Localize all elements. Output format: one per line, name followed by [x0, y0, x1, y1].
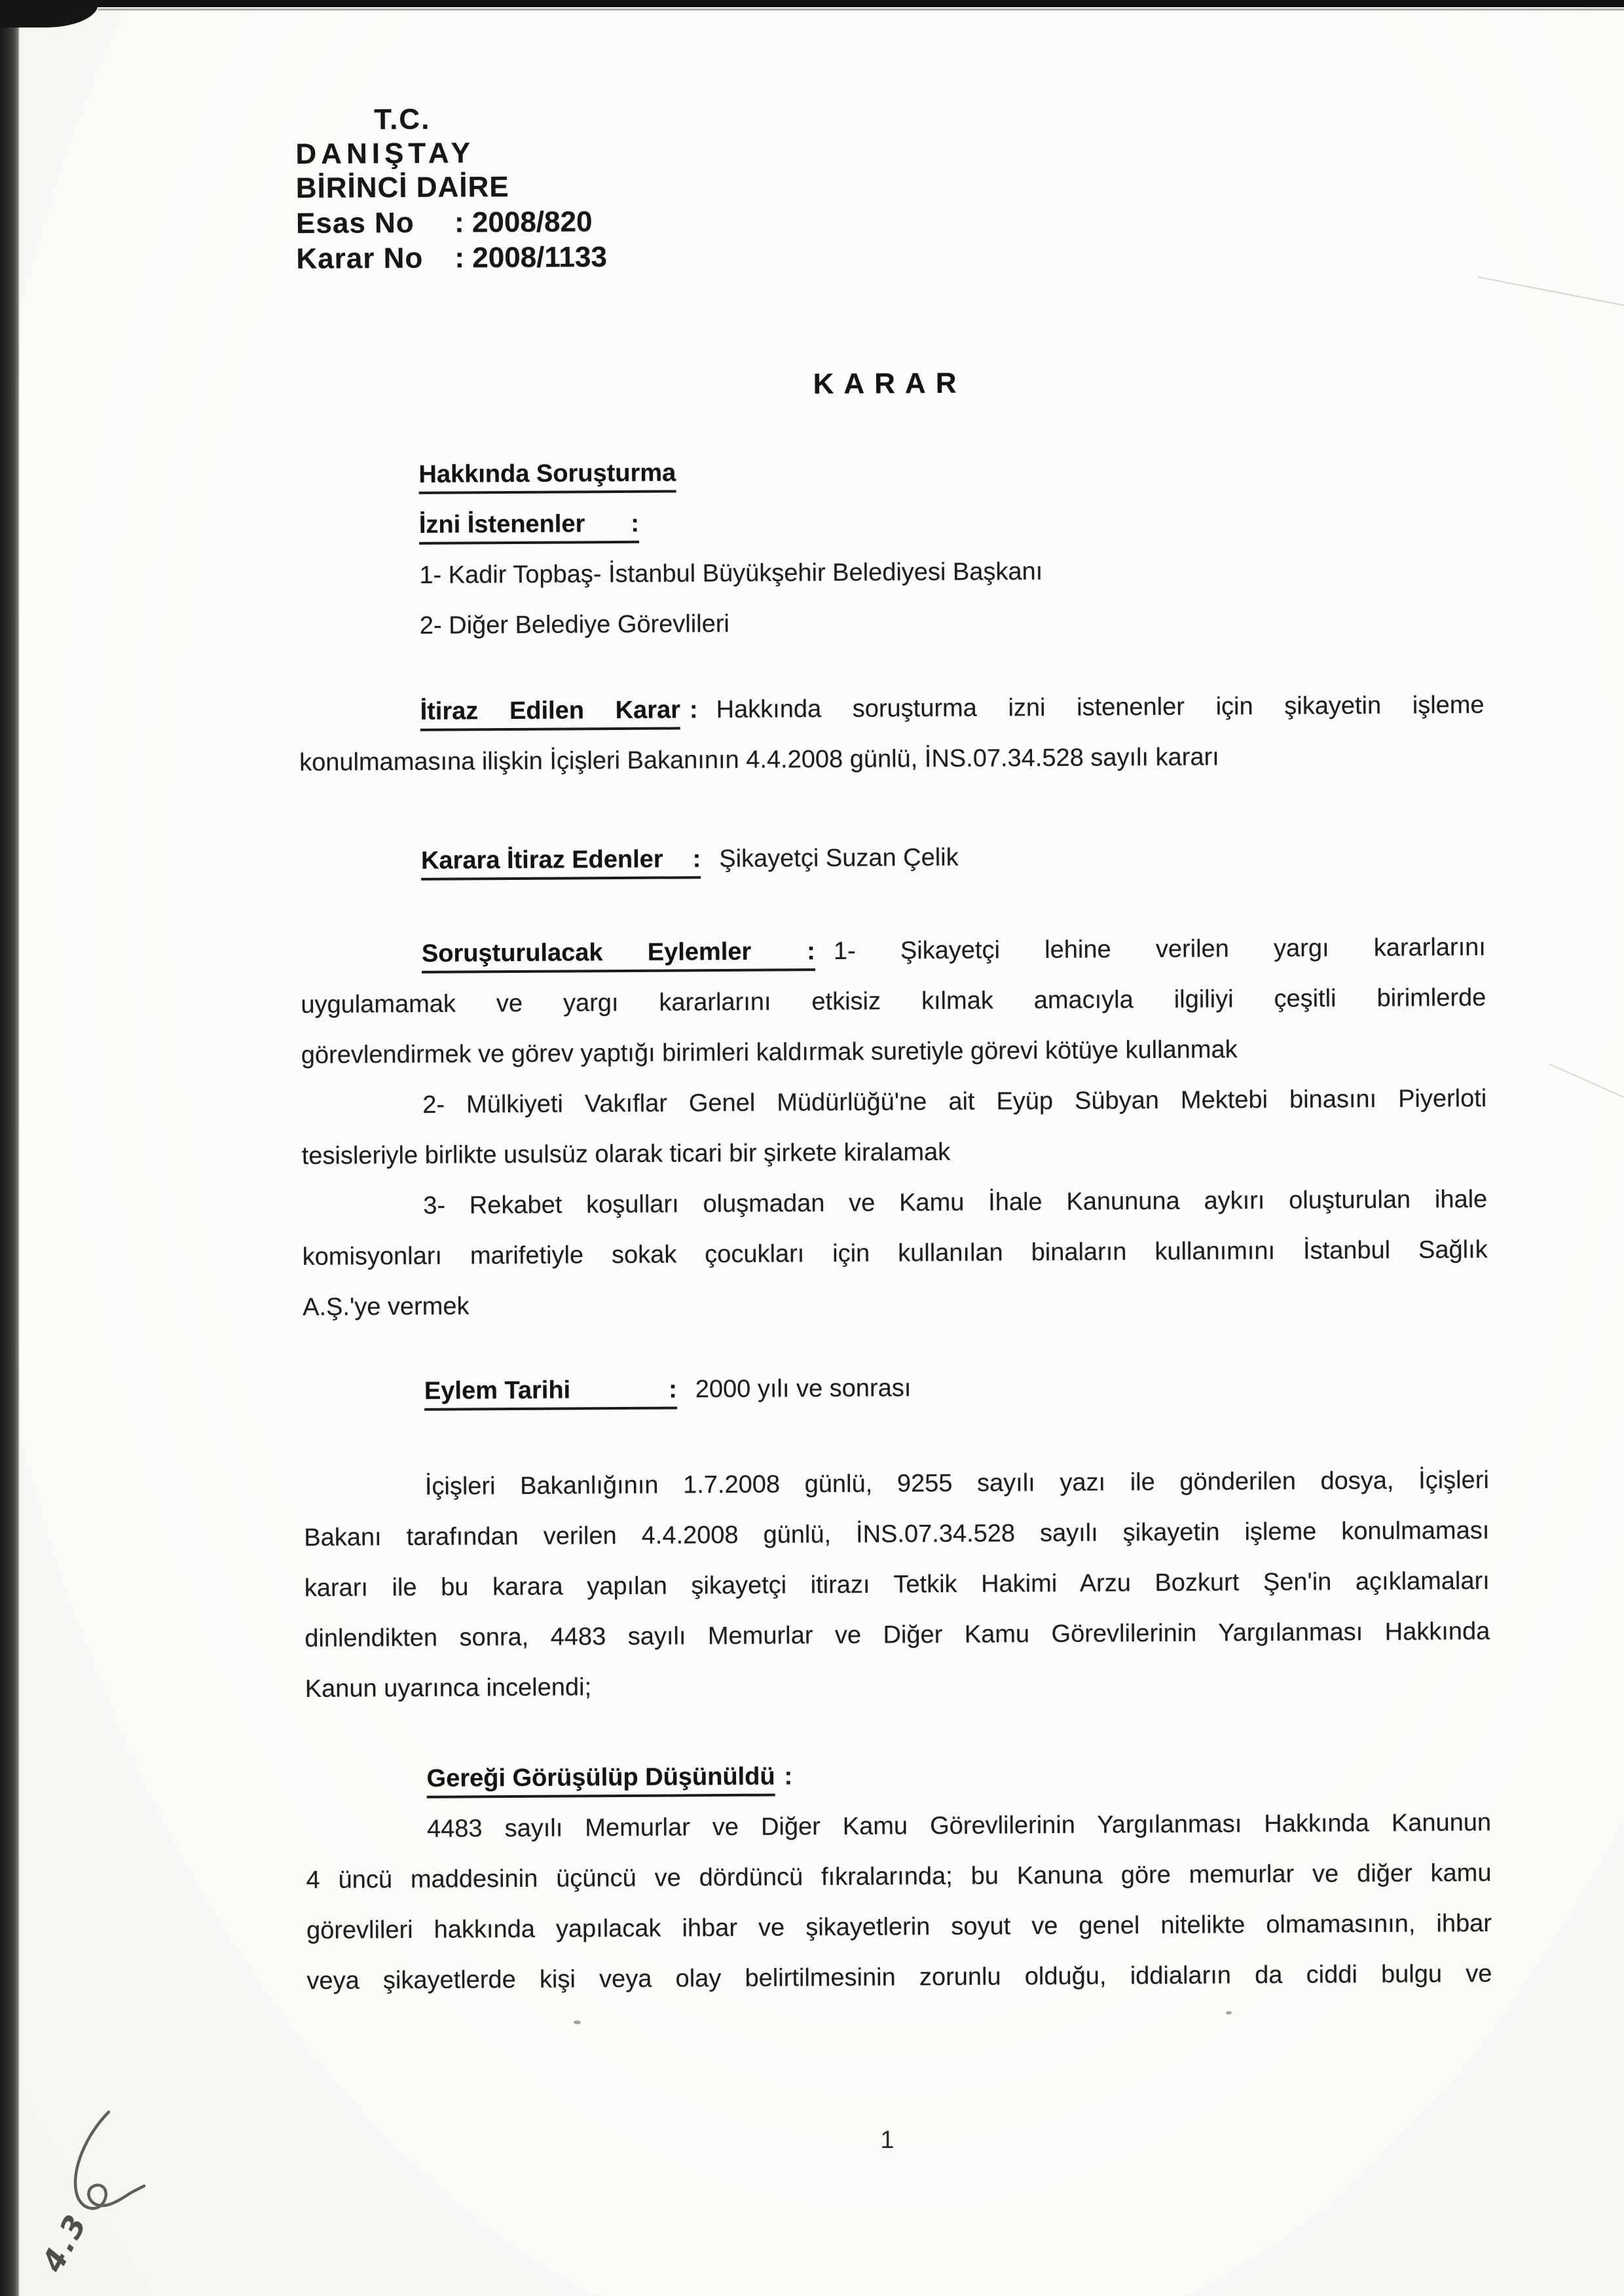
scan-speck: [1226, 2011, 1232, 2014]
heading-label-text: İzni İstenenler: [418, 510, 585, 539]
label-text: İtiraz Edilen Karar: [420, 696, 681, 725]
heading-line: [305, 1747, 1490, 1805]
handwritten-signature-scribble: [58, 2109, 156, 2227]
paper-crease: [1549, 1064, 1624, 1105]
paragraph-eylem-tarihi: [303, 1360, 1488, 1417]
label-itiraz-edilen-karar: [420, 696, 681, 731]
scan-edge-left: [0, 0, 20, 2296]
label-sorusturulacak-eylemler: [422, 938, 815, 974]
text-line: görevlileri hakkında yapılacak ihbar ve şikayetlerin soyut ve genel nitelikte olmamasının, ihbar: [306, 1909, 1492, 1944]
text-line: İçişleri Bakanlığının 1.7.2008 günlü, 9255 sayılı yazı ile gönderilen dosya, İçişleri: [424, 1466, 1489, 1501]
label-text: Eylem Tarihi: [424, 1376, 571, 1405]
case-label: Esas No: [295, 206, 415, 240]
colon: :: [669, 1376, 677, 1404]
colon: :: [692, 845, 701, 873]
paragraph-karara-itiraz-edenler: [300, 829, 1485, 887]
header-chamber: BİRİNCİ DAİRE: [295, 171, 509, 204]
text-line: Bakanı tarafından verilen 4.4.2008 günlü, İNS.07.34.528 sayılı şikayetin işleme konulmaması: [304, 1516, 1490, 1552]
scan-speck: [574, 2020, 581, 2024]
suspect-item: 2- Diğer Belediye Görevlileri: [419, 610, 730, 640]
court-header: [295, 96, 1482, 276]
text-line: [301, 922, 1486, 980]
colon: :: [689, 696, 698, 724]
text-line: uygulamamak ve yargı kararlarını etkisiz kılmak amacıyla ilgiliyi çeşitli birimlerde: [301, 983, 1486, 1019]
paragraph-itiraz-edilen-karar: [299, 680, 1485, 788]
decision-title: KARAR: [813, 367, 967, 401]
text-line: [303, 1360, 1488, 1417]
heading-geregi-gorusulup-dusunuldu: [305, 1747, 1490, 1805]
text-line: 4 üncü maddesinin üçüncü ve dördüncü fıkralarında; bu Kanuna göre memurlar ve diğer kamu: [306, 1859, 1492, 1894]
colon: :: [784, 1762, 793, 1791]
colon: :: [631, 509, 640, 538]
header-court-name: DANIŞTAY: [295, 137, 475, 170]
heading-hakkinda-sorusturma: Hakkında Soruşturma: [418, 459, 676, 494]
section-subject: [297, 443, 1484, 652]
case-value: : 2008/820: [454, 206, 593, 239]
text-line: komisyonları marifetiyle sokak çocukları için kullanılan binaların kullanımını İstanbul Sağlık: [302, 1235, 1488, 1271]
paragraph-inceleme: [304, 1455, 1490, 1715]
paragraph-sorusturulacak-eylemler: [301, 922, 1488, 1333]
label-geregi: [426, 1763, 775, 1798]
text-line: görevlendirmek ve görev yaptığı birimleri kaldırmak suretiyle görevi kötüye kullanmak: [301, 1036, 1238, 1069]
text-line: [299, 680, 1484, 738]
text-line: [300, 829, 1485, 887]
handwritten-note: 4.3: [34, 2207, 95, 2278]
underline-gap: [751, 959, 807, 960]
text-line: 4483 sayılı Memurlar ve Diğer Kamu Görevlilerinin Yargılanması Hakkında Kanunun: [426, 1808, 1492, 1843]
document-content: [295, 0, 1492, 2007]
text-line: konulmamasına ilişkin İçişleri Bakanının 4.4.2008 günlü, İNS.07.34.528 sayılı kararı: [299, 743, 1219, 776]
label-text: Soruşturulacak Eylemler: [421, 938, 752, 968]
label-karara-itiraz-edenler: [421, 845, 701, 881]
text-line: Kanun uyarınca incelendi;: [304, 1673, 592, 1703]
text-line: A.Ş.'ye vermek: [303, 1292, 470, 1321]
colon: :: [807, 938, 816, 966]
case-number-row: [296, 200, 1481, 241]
text-line: kararı ile bu karara yapılan şikayetçi itirazı Tetkik Hakimi Arzu Bozkurt Şen'in açıklamaları: [304, 1567, 1490, 1602]
text-line: 2- Mülkiyeti Vakıflar Genel Müdürlüğü'ne ait Eyüp Sübyan Mektebi binasını Piyerloti: [422, 1084, 1487, 1119]
label-text: Karara İtiraz Edenler: [420, 845, 663, 875]
heading-izni-istenenler: [419, 510, 639, 545]
line-text: 2000 yılı ve sonrası: [695, 1374, 912, 1404]
label-text: Gereği Görüşülüp Düşünüldü: [426, 1762, 775, 1793]
header-tc: T.C.: [373, 103, 431, 136]
line-text: Hakkında soruşturma izni istenenler için şikayetin işleme: [716, 691, 1485, 724]
text-line: 3- Rekabet koşulları oluşmadan ve Kamu İhale Kanununa aykırı oluşturulan ihale: [423, 1185, 1488, 1220]
heading-line: [298, 494, 1483, 551]
scan-corner-artifact: [0, 0, 98, 27]
paragraph-geregi: [306, 1798, 1492, 2007]
case-value: : 2008/1133: [454, 241, 608, 274]
line-text: Şikayetçi Suzan Çelik: [719, 843, 959, 873]
text-line: dinlendikten sonra, 4483 sayılı Memurlar ve Diğer Kamu Görevlilerinin Yargılanması Hakkında: [304, 1617, 1490, 1652]
case-label: Karar No: [296, 242, 424, 275]
line-text: 1- Şikayetçi lehine verilen yargı kararlarını: [833, 933, 1486, 965]
paper-crease: [1478, 276, 1624, 308]
page-number: 1: [880, 2126, 895, 2154]
label-eylem-tarihi: [424, 1376, 677, 1410]
case-number-row: [296, 235, 1481, 276]
text-line: tesisleriyle birlikte usulsüz olarak ticari bir şirkete kiralamak: [301, 1138, 951, 1170]
text-line: veya şikayetlerde kişi veya olay belirtilmesinin zorunlu olduğu, iddiaların da ciddi bulgu ve: [306, 1959, 1492, 1995]
heading-line: [297, 443, 1483, 501]
suspect-item: 1- Kadir Topbaş- İstanbul Büyükşehir Belediyesi Başkanı: [419, 558, 1043, 589]
